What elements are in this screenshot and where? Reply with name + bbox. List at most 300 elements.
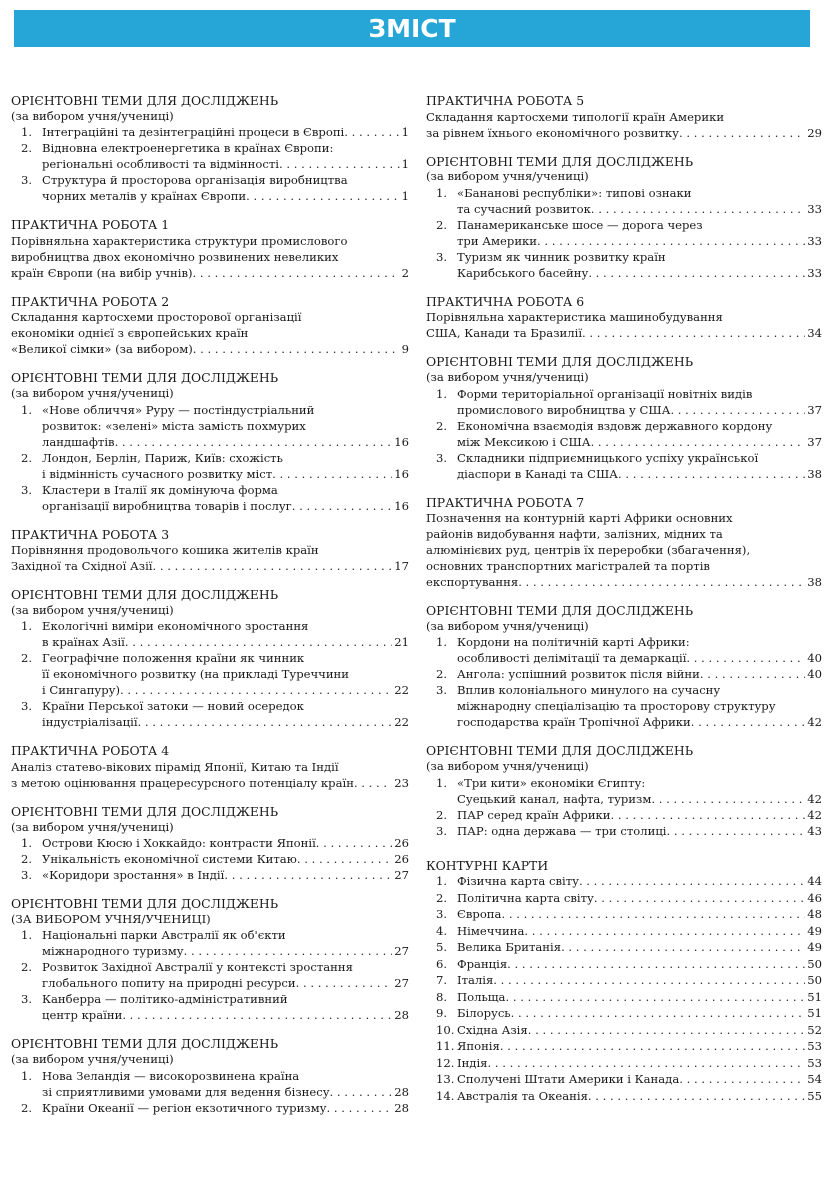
section-subtitle: (за вибором учня/учениці): [11, 108, 174, 123]
page-number: 2: [401, 265, 409, 280]
toc-section: [426, 154, 822, 281]
page-number: 1: [401, 125, 409, 140]
toc-item: [11, 402, 409, 450]
toc-text: «Три кити» економіки Єгипту:: [457, 775, 646, 790]
toc-item: [426, 1005, 822, 1022]
toc-text: господарства країн Тропічної Африки: [457, 715, 691, 730]
dot-leader: [537, 233, 805, 249]
toc-item: [11, 650, 409, 698]
toc-item: [11, 927, 409, 959]
item-number: 8.: [436, 989, 448, 1004]
toc-text: Національні парки Австралії як об'єкти: [42, 928, 286, 943]
page-number: 16: [394, 498, 409, 513]
page-number: 54: [807, 1072, 822, 1087]
dot-leader: [518, 574, 805, 590]
toc-item: [11, 1068, 409, 1100]
toc-line: [42, 124, 409, 140]
toc-text: Країни Океанії — регіон екзотичного туризму: [42, 1100, 327, 1115]
toc-item: [11, 1100, 409, 1116]
toc-text: глобального попиту на природні ресурси: [42, 976, 296, 991]
dot-leader: [184, 943, 393, 959]
toc-text: виробництва двох економічно розвинених невеликих: [11, 249, 339, 264]
page-number: 29: [807, 125, 822, 140]
item-number: 1.: [436, 874, 448, 889]
dot-leader: [618, 466, 805, 482]
page-number: 51: [807, 1006, 822, 1021]
toc-line: [11, 558, 409, 574]
section-description: [426, 109, 822, 141]
toc-text: Нова Зеландія — високорозвинена країна: [42, 1068, 300, 1083]
toc-item: [426, 1038, 822, 1055]
section-heading: ОРІЄНТОВНІ ТЕМИ ДЛЯ ДОСЛІДЖЕНЬ: [11, 93, 279, 108]
page-number: 42: [807, 807, 822, 822]
toc-text: експортування: [426, 575, 519, 590]
dot-leader: [582, 325, 805, 341]
toc-item-list: [426, 873, 822, 1104]
item-number: 2.: [21, 1100, 33, 1115]
toc-text: Позначення на контурній карті Африки основних: [426, 511, 733, 526]
toc-section: [11, 804, 409, 883]
toc-item: [426, 1022, 822, 1039]
dot-leader: [487, 1055, 805, 1072]
toc-text: Екологічні виміри економічного зростання: [42, 619, 309, 634]
toc-text: з метою оцінювання працересурсного потенціалу країн: [11, 775, 354, 790]
toc-text: алюмінієвих руд, центрів їх переробки (збагачення),: [426, 543, 751, 558]
toc-item: [426, 890, 822, 907]
toc-text: «Коридори зростання» в Індії: [42, 868, 225, 883]
item-number: 4.: [436, 923, 448, 938]
item-number: 5.: [436, 940, 448, 955]
toc-item: [426, 682, 822, 730]
dot-leader: [115, 434, 393, 450]
toc-item: [426, 418, 822, 450]
toc-item-list: [11, 402, 409, 514]
section-heading: ОРІЄНТОВНІ ТЕМИ ДЛЯ ДОСЛІДЖЕНЬ: [426, 603, 694, 619]
dot-leader: [501, 906, 805, 923]
dot-leader: [316, 835, 392, 851]
toc-section: [11, 370, 409, 513]
toc-line: [457, 823, 822, 839]
toc-line: [457, 1022, 822, 1039]
item-number: 2.: [436, 418, 448, 433]
toc-line: [11, 775, 409, 791]
dot-leader: [297, 851, 392, 867]
page-number: 1: [401, 157, 409, 172]
toc-text: основних транспортних магістралей та портів: [426, 559, 710, 574]
dot-leader: [292, 498, 393, 514]
toc-text: Розвиток Західної Австралії у контексті зростання: [42, 960, 353, 975]
toc-text: зі сприятливими умовами для ведення бізнесу: [42, 1084, 330, 1099]
toc-line: [457, 1005, 822, 1022]
toc-text: ландшафтів: [42, 434, 115, 449]
toc-line: [457, 434, 822, 450]
dot-leader: [246, 188, 399, 204]
section-subtitle: (за вибором учня/учениці): [426, 369, 589, 384]
section-heading: ОРІЄНТОВНІ ТЕМИ ДЛЯ ДОСЛІДЖЕНЬ: [11, 587, 279, 603]
page-number: 9: [401, 342, 409, 357]
toc-section: [11, 896, 409, 1023]
toc-text: Італія: [457, 973, 494, 988]
toc-text: діаспори в Канаді та США: [457, 466, 618, 481]
item-number: 3.: [21, 699, 33, 714]
toc-item: [426, 906, 822, 923]
toc-line: [42, 156, 409, 172]
toc-item: [426, 666, 822, 682]
toc-item-list: [11, 124, 409, 204]
page-number: 52: [807, 1022, 822, 1037]
toc-section: [11, 93, 409, 204]
toc-text: Аналіз статево-вікових пірамід Японії, Китаю та Індії: [11, 759, 339, 774]
toc-text: за рівнем їхнього економічного розвитку: [426, 125, 679, 140]
toc-line: [42, 714, 409, 730]
toc-item: [11, 991, 409, 1023]
dot-leader: [125, 634, 392, 650]
toc-text: Західної та Східної Азії: [11, 559, 153, 574]
toc-text: Суецький канал, нафта, туризм: [457, 791, 652, 806]
item-number: 2.: [21, 960, 33, 975]
toc-item: [426, 217, 822, 249]
dot-leader: [153, 558, 393, 574]
toc-section: [426, 93, 822, 141]
item-number: 1.: [436, 775, 448, 790]
toc-text: Складання картосхеми просторової організації: [11, 310, 302, 325]
toc-line: [42, 634, 409, 650]
toc-text: Відновна електроенергетика в країнах Європи:: [42, 141, 334, 156]
toc-item-list: [11, 1068, 409, 1116]
toc-text: Канберра — політико-адміністративний: [42, 992, 288, 1007]
toc-text: Порівняльна характеристика структури промислового: [11, 233, 348, 248]
toc-column-right: [426, 93, 822, 1117]
item-number: 3.: [436, 683, 448, 698]
page-number: 37: [807, 402, 822, 417]
page-number: 53: [807, 1039, 822, 1054]
toc-line: [426, 574, 822, 590]
toc-text: «Великої сімки» (за вибором): [11, 342, 193, 357]
page-number: 42: [807, 715, 822, 730]
page-number: 28: [394, 1100, 409, 1115]
toc-line: [457, 714, 822, 730]
section-subtitle: (за вибором учня/учениці): [11, 1051, 174, 1066]
toc-line: [11, 341, 409, 357]
toc-section: [11, 1036, 409, 1115]
section-subtitle: (ЗА ВИБОРОМ УЧНЯ/УЧЕНИЦІ): [11, 911, 211, 926]
page-number: 42: [807, 791, 822, 806]
page-number: 40: [807, 667, 822, 682]
toc-text: Сполучені Штати Америки і Канада: [457, 1072, 680, 1087]
item-number: 1.: [436, 386, 448, 401]
toc-text: ПАР: одна держава — три столиці: [457, 823, 667, 838]
toc-item: [426, 956, 822, 973]
toc-text: промислового виробництва у США: [457, 402, 671, 417]
item-number: 2.: [21, 141, 33, 156]
page-number: 22: [394, 683, 409, 698]
section-heading: ПРАКТИЧНА РОБОТА 5: [426, 93, 585, 108]
toc-line: [457, 1071, 822, 1088]
toc-line: [457, 1055, 822, 1072]
dot-leader: [224, 867, 392, 883]
toc-line: [457, 972, 822, 989]
page-number: 23: [394, 775, 409, 790]
dot-leader: [667, 823, 806, 839]
section-heading: ПРАКТИЧНА РОБОТА 2: [11, 293, 170, 309]
item-number: 14.: [436, 1088, 455, 1103]
toc-line: [42, 498, 409, 514]
page-number: 26: [394, 852, 409, 867]
toc-line: [457, 650, 822, 666]
toc-text: і відмінність сучасного розвитку міст: [42, 466, 273, 481]
toc-line: [457, 807, 822, 823]
toc-item: [426, 823, 822, 839]
item-number: 3.: [21, 173, 33, 188]
toc-item-list: [11, 835, 409, 883]
toc-text: Східна Азія: [457, 1022, 528, 1037]
page-number: 38: [807, 575, 822, 590]
toc-item: [426, 1071, 822, 1088]
toc-text: між Мексикою і США: [457, 434, 591, 449]
toc-line: [457, 265, 822, 281]
section-heading: ПРАКТИЧНА РОБОТА 4: [11, 743, 170, 759]
item-number: 9.: [436, 1006, 448, 1021]
toc-item: [426, 249, 822, 281]
dot-leader: [511, 1005, 806, 1022]
page-title: ЗМІСТ: [368, 14, 456, 43]
toc-section: [426, 858, 822, 1105]
toc-text: Форми територіальної організації новітніх видів: [457, 386, 753, 401]
item-number: 7.: [436, 973, 448, 988]
dot-leader: [272, 466, 392, 482]
toc-text: міжнародного туризму: [42, 944, 184, 959]
item-number: 1.: [436, 635, 448, 650]
dot-leader: [679, 1071, 805, 1088]
toc-item: [426, 185, 822, 217]
toc-item: [11, 618, 409, 650]
toc-line: [457, 956, 822, 973]
page-number: 28: [394, 1008, 409, 1023]
dot-leader: [354, 775, 392, 791]
toc-line: [42, 682, 409, 698]
toc-text: Франція: [457, 956, 508, 971]
toc-line: [457, 233, 822, 249]
toc-line: [42, 188, 409, 204]
dot-leader: [524, 923, 805, 940]
toc-text: Карибського басейну: [457, 265, 589, 280]
toc-section: [426, 294, 822, 342]
toc-item-list: [11, 927, 409, 1023]
toc-text: індустріалізації: [42, 715, 138, 730]
toc-text: чорних металів у країнах Європи: [42, 189, 247, 204]
dot-leader: [138, 714, 393, 730]
toc-line: [426, 325, 822, 341]
toc-item: [426, 923, 822, 940]
toc-text: Польща: [457, 989, 506, 1004]
toc-text: Ангола: успішний розвиток після війни: [457, 667, 700, 682]
toc-line: [426, 125, 822, 141]
page-number: 38: [807, 466, 822, 481]
toc-text: регіональні особливості та відмінності: [42, 157, 279, 172]
page-number: 21: [394, 635, 409, 650]
toc-section: [426, 495, 822, 591]
dot-leader: [193, 341, 400, 357]
page-number: 33: [807, 265, 822, 280]
item-number: 1.: [21, 1068, 33, 1083]
section-subtitle: (за вибором учня/учениці): [11, 819, 174, 834]
page-number: 22: [394, 715, 409, 730]
toc-item: [426, 989, 822, 1006]
page-number: 55: [807, 1088, 822, 1103]
toc-item: [11, 698, 409, 730]
toc-text: Білорусь: [457, 1006, 511, 1021]
toc-line: [457, 466, 822, 482]
toc-text: Лондон, Берлін, Париж, Київ: схожість: [42, 450, 283, 465]
dot-leader: [591, 201, 805, 217]
dot-leader: [579, 873, 805, 890]
dot-leader: [122, 1007, 392, 1023]
toc-item: [11, 450, 409, 482]
dot-leader: [670, 402, 805, 418]
toc-text: Панамериканське шосе — дорога через: [457, 217, 703, 232]
toc-text: Німеччина: [457, 923, 525, 938]
toc-text: ПАР серед країн Африки: [457, 807, 611, 822]
dot-leader: [561, 939, 805, 956]
toc-line: [11, 265, 409, 281]
toc-text: Географічне положення країни як чинник: [42, 651, 305, 666]
dot-leader: [591, 434, 806, 450]
toc-text: Країни Перської затоки — новий осередок: [42, 699, 304, 714]
toc-item: [426, 873, 822, 890]
toc-line: [457, 791, 822, 807]
dot-leader: [588, 265, 805, 281]
item-number: 3.: [436, 823, 448, 838]
toc-section: [426, 603, 822, 730]
toc-line: [42, 1100, 409, 1116]
item-number: 1.: [21, 619, 33, 634]
section-heading: ОРІЄНТОВНІ ТЕМИ ДЛЯ ДОСЛІДЖЕНЬ: [11, 1036, 279, 1052]
page-number: 1: [401, 189, 409, 204]
dot-leader: [344, 124, 399, 140]
dot-leader: [326, 1100, 392, 1116]
page-number: 33: [807, 201, 822, 216]
toc-text: Унікальність економічної системи Китаю: [42, 852, 297, 867]
page-number: 46: [807, 890, 822, 905]
page-number: 27: [394, 944, 409, 959]
dot-leader: [296, 975, 393, 991]
toc-text: «Нове обличчя» Руру — постіндустріальний: [42, 402, 315, 417]
page-number: 44: [807, 874, 822, 889]
item-number: 3.: [21, 992, 33, 1007]
dot-leader: [588, 1088, 805, 1105]
section-description: [11, 759, 409, 791]
toc-text: Складання картосхеми типології країн Америки: [426, 109, 725, 124]
toc-line: [42, 835, 409, 851]
dot-leader: [500, 1038, 805, 1055]
toc-item: [11, 959, 409, 991]
item-number: 1.: [21, 928, 33, 943]
toc-text: країн Європи (на вибір учнів): [11, 265, 193, 280]
toc-line: [457, 873, 822, 890]
section-description: [11, 542, 409, 574]
section-heading: ОРІЄНТОВНІ ТЕМИ ДЛЯ ДОСЛІДЖЕНЬ: [11, 370, 279, 386]
item-number: 3.: [436, 907, 448, 922]
toc-text: Туризм як чинник розвитку країн: [457, 249, 666, 264]
toc-text: Велика Британія: [457, 940, 562, 955]
dot-leader: [505, 989, 805, 1006]
item-number: 2.: [436, 217, 448, 232]
item-number: 3.: [21, 868, 33, 883]
toc-item-list: [426, 634, 822, 730]
item-number: 1.: [436, 185, 448, 200]
section-subtitle: (за вибором учня/учениці): [426, 169, 589, 184]
toc-section: [426, 743, 822, 838]
toc-item: [426, 450, 822, 482]
item-number: 2.: [436, 667, 448, 682]
toc-item: [11, 140, 409, 172]
toc-text: Порівняння продовольчого кошика жителів країн: [11, 543, 319, 558]
page-number: 49: [807, 923, 822, 938]
page-number: 50: [807, 956, 822, 971]
toc-section: [426, 354, 822, 481]
item-number: 3.: [21, 482, 33, 497]
toc-line: [457, 402, 822, 418]
item-number: 1.: [21, 402, 33, 417]
section-subtitle: (за вибором учня/учениці): [11, 385, 174, 400]
section-heading: ОРІЄНТОВНІ ТЕМИ ДЛЯ ДОСЛІДЖЕНЬ: [426, 743, 694, 759]
toc-line: [42, 434, 409, 450]
toc-section: [11, 587, 409, 730]
toc-item: [426, 634, 822, 666]
toc-line: [457, 1088, 822, 1105]
dot-leader: [493, 972, 805, 989]
page-number: 53: [807, 1055, 822, 1070]
toc-item: [11, 172, 409, 204]
section-heading: КОНТУРНІ КАРТИ: [426, 857, 549, 873]
toc-text: та сучасний розвиток: [457, 201, 591, 216]
toc-text: Японія: [457, 1039, 500, 1054]
toc-line: [457, 666, 822, 682]
page-number: 49: [807, 940, 822, 955]
section-heading: ПРАКТИЧНА РОБОТА 3: [11, 526, 170, 542]
toc-section: [11, 743, 409, 791]
item-number: 3.: [436, 450, 448, 465]
dot-leader: [686, 650, 805, 666]
toc-line: [457, 906, 822, 923]
dot-leader: [679, 125, 805, 141]
page-number: 33: [807, 233, 822, 248]
page-number: 50: [807, 973, 822, 988]
toc-text: Острови Кюсю і Хоккайдо: контрасти Японії: [42, 836, 316, 851]
toc-column-left: [11, 93, 409, 1129]
toc-line: [457, 1038, 822, 1055]
toc-line: [42, 466, 409, 482]
toc-text: Європа: [457, 907, 502, 922]
dot-leader: [193, 265, 400, 281]
toc-item: [11, 851, 409, 867]
section-subtitle: (за вибором учня/учениці): [426, 758, 589, 773]
page-number: 26: [394, 836, 409, 851]
section-heading: ОРІЄНТОВНІ ТЕМИ ДЛЯ ДОСЛІДЖЕНЬ: [426, 354, 694, 370]
section-description: [426, 309, 822, 341]
toc-text: США, Канади та Бразилії: [426, 326, 583, 341]
item-number: 2.: [436, 807, 448, 822]
item-number: 3.: [436, 249, 448, 264]
toc-text: в країнах Азії: [42, 635, 125, 650]
toc-item: [426, 1088, 822, 1105]
dot-leader: [611, 807, 806, 823]
section-subtitle: (за вибором учня/учениці): [426, 618, 589, 633]
toc-section: [11, 217, 409, 281]
toc-text: Вплив колоніального минулого на сучасну: [457, 683, 721, 698]
toc-text: її економічного розвитку (на прикладі Туреччини: [42, 667, 350, 682]
dot-leader: [528, 1022, 806, 1039]
